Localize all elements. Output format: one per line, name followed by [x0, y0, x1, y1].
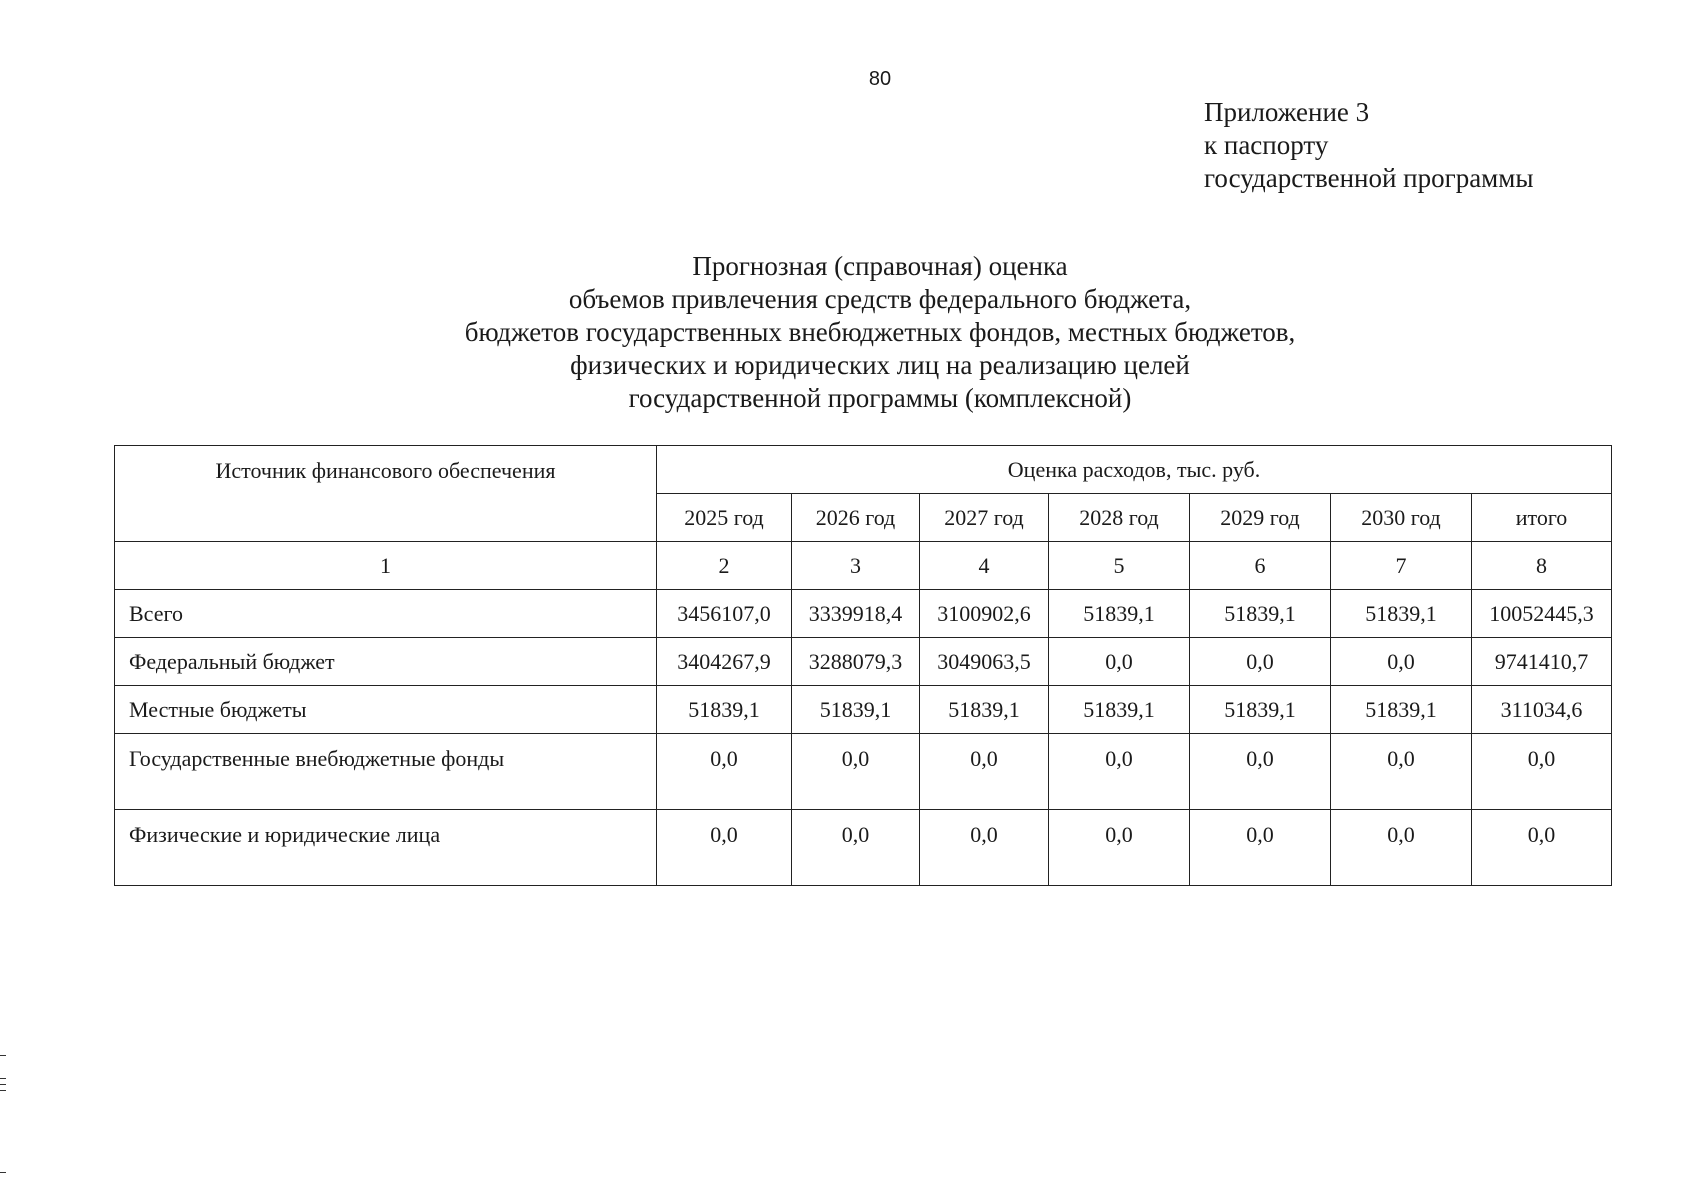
- column-number: 1: [115, 542, 657, 590]
- row-label: Всего: [115, 590, 657, 638]
- table-row-federal: [115, 638, 1612, 686]
- table-cell: 0,0: [1472, 810, 1612, 886]
- table-row-total: [115, 590, 1612, 638]
- column-number: 5: [1049, 542, 1190, 590]
- year-header: 2028 год: [1049, 494, 1190, 542]
- table-cell: 0,0: [920, 810, 1049, 886]
- scan-edge-mark: [0, 1090, 6, 1091]
- table-cell: 51839,1: [1049, 590, 1190, 638]
- table-cell: 51839,1: [1049, 686, 1190, 734]
- table-cell: 51839,1: [920, 686, 1049, 734]
- appendix-note: [1204, 96, 1534, 195]
- table-row-offbudget: [115, 734, 1612, 810]
- table-cell: 0,0: [792, 734, 920, 810]
- row-label: Местные бюджеты: [115, 686, 657, 734]
- table-cell: 311034,6: [1472, 686, 1612, 734]
- table-cell: 0,0: [1049, 638, 1190, 686]
- year-header: 2025 год: [657, 494, 792, 542]
- year-header: 2030 год: [1331, 494, 1472, 542]
- scan-edge-mark: [0, 1078, 6, 1079]
- title-line: физических и юридических лиц на реализацию целей: [570, 350, 1190, 380]
- table-cell: 0,0: [1331, 810, 1472, 886]
- appendix-line: к паспорту: [1204, 130, 1329, 160]
- table-cell: 0,0: [1331, 638, 1472, 686]
- page-number: 80: [868, 68, 892, 90]
- column-number: 7: [1331, 542, 1472, 590]
- table-cell: 0,0: [1331, 734, 1472, 810]
- scan-edge-mark: [0, 1084, 6, 1085]
- table-cell: 3100902,6: [920, 590, 1049, 638]
- table-cell: 0,0: [1190, 638, 1331, 686]
- table-cell: 51839,1: [1331, 686, 1472, 734]
- estimate-header: Оценка расходов, тыс. руб.: [657, 446, 1612, 494]
- column-number: 3: [792, 542, 920, 590]
- column-number: 6: [1190, 542, 1331, 590]
- table-cell: 0,0: [657, 810, 792, 886]
- header-row: [115, 446, 1612, 494]
- table-cell: 3404267,9: [657, 638, 792, 686]
- table-cell: 0,0: [1190, 734, 1331, 810]
- table-cell: 10052445,3: [1472, 590, 1612, 638]
- table-cell: 3049063,5: [920, 638, 1049, 686]
- table-cell: 0,0: [792, 810, 920, 886]
- source-header: Источник финансового обеспечения: [115, 446, 657, 542]
- table-cell: 51839,1: [657, 686, 792, 734]
- title-line: государственной программы (комплексной): [628, 383, 1132, 413]
- column-number: 8: [1472, 542, 1612, 590]
- scan-edge-mark: [0, 1172, 6, 1173]
- year-header: 2026 год: [792, 494, 920, 542]
- table-row-persons: [115, 810, 1612, 886]
- title-line: объемов привлечения средств федерального бюджета,: [568, 284, 1192, 314]
- total-header: итого: [1472, 494, 1612, 542]
- table-cell: 51839,1: [1190, 686, 1331, 734]
- funding-estimate-table: [114, 445, 1612, 886]
- document-title: [0, 250, 1697, 415]
- row-label: Государственные внебюджетные фонды: [115, 734, 657, 810]
- table-cell: 3456107,0: [657, 590, 792, 638]
- table-row-local: [115, 686, 1612, 734]
- table-cell: 0,0: [1049, 734, 1190, 810]
- table-cell: 0,0: [1472, 734, 1612, 810]
- row-label: Федеральный бюджет: [115, 638, 657, 686]
- table-cell: 51839,1: [1190, 590, 1331, 638]
- title-line: бюджетов государственных внебюджетных фондов, местных бюджетов,: [464, 317, 1296, 347]
- table-cell: 51839,1: [792, 686, 920, 734]
- table-cell: 3288079,3: [792, 638, 920, 686]
- column-number: 2: [657, 542, 792, 590]
- table-cell: 0,0: [1049, 810, 1190, 886]
- year-header: 2029 год: [1190, 494, 1331, 542]
- appendix-line: Приложение 3: [1204, 97, 1370, 127]
- title-line: Прогнозная (справочная) оценка: [692, 251, 1068, 281]
- year-header: 2027 год: [920, 494, 1049, 542]
- table-cell: 3339918,4: [792, 590, 920, 638]
- column-number-row: [115, 542, 1612, 590]
- table-cell: 51839,1: [1331, 590, 1472, 638]
- table-cell: 0,0: [657, 734, 792, 810]
- table-cell: 0,0: [920, 734, 1049, 810]
- column-number: 4: [920, 542, 1049, 590]
- table-cell: 0,0: [1190, 810, 1331, 886]
- scan-edge-mark: [0, 1055, 6, 1056]
- row-label: Физические и юридические лица: [115, 810, 657, 886]
- appendix-line: государственной программы: [1204, 163, 1534, 193]
- table-cell: 9741410,7: [1472, 638, 1612, 686]
